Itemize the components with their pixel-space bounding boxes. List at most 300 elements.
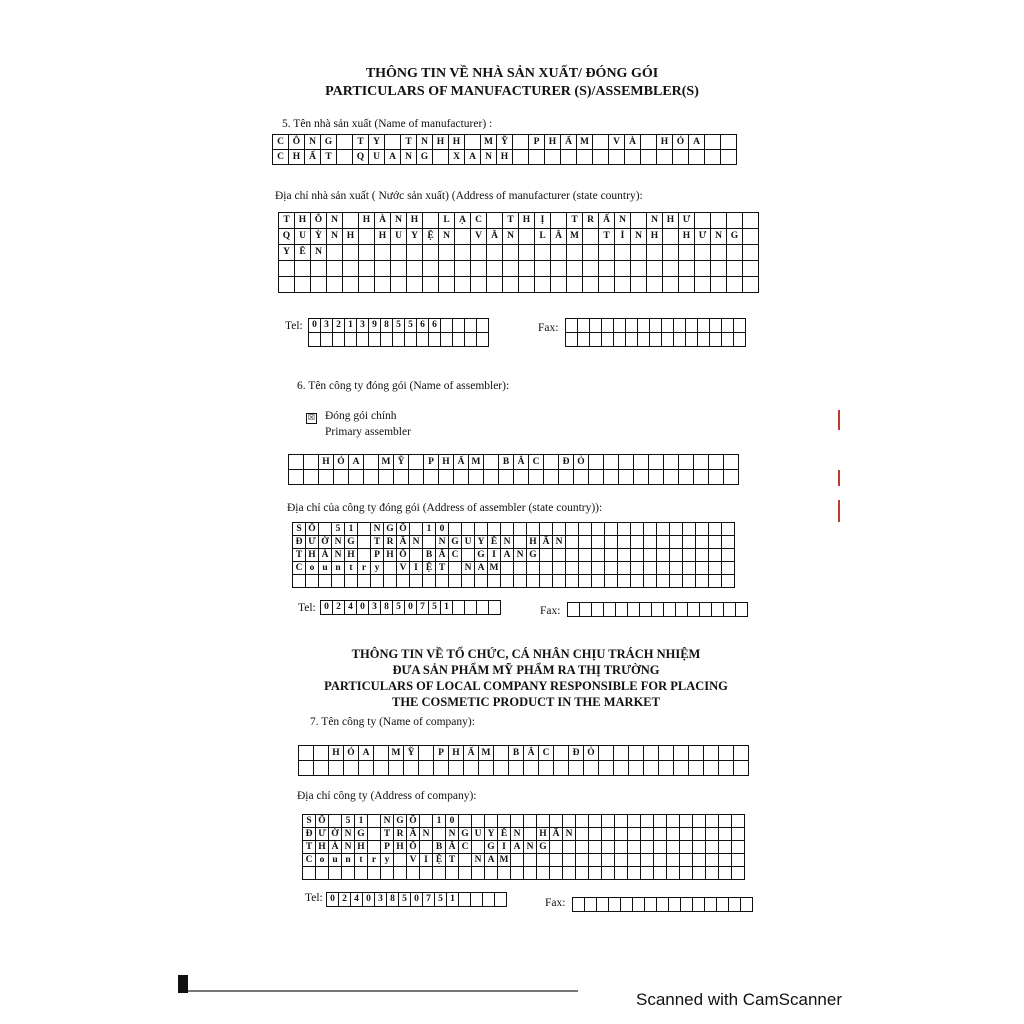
grid-cell[interactable]: T [503,213,519,229]
grid-cell[interactable] [311,277,327,293]
grid-cell[interactable] [585,898,597,912]
grid-cell[interactable] [618,523,631,536]
grid-cell[interactable]: U [462,536,475,549]
grid-cell[interactable] [375,245,391,261]
grid-cell[interactable]: Q [353,150,369,165]
grid-cell[interactable] [638,333,650,347]
grid-cell[interactable]: H [433,135,449,150]
grid-cell[interactable]: 0 [309,319,321,333]
grid-cell[interactable]: n [332,562,345,575]
grid-cell[interactable]: G [527,549,540,562]
grid-cell[interactable] [545,150,561,165]
grid-cell[interactable]: 5 [342,815,355,828]
grid-cell[interactable] [566,562,579,575]
grid-cell[interactable] [540,575,553,588]
grid-cell[interactable]: M [577,135,593,150]
grid-cell[interactable]: G [537,841,550,854]
grid-cell[interactable]: P [371,549,384,562]
grid-cell[interactable]: M [469,455,484,470]
grid-cell[interactable] [374,746,389,761]
grid-cell[interactable]: N [401,150,417,165]
grid-cell[interactable]: A [475,562,488,575]
grid-cell[interactable]: R [583,213,599,229]
grid-cell[interactable]: Đ [559,455,574,470]
grid-cell[interactable] [563,867,576,880]
grid-cell[interactable]: N [439,229,455,245]
grid-cell[interactable] [590,333,602,347]
grid-cell[interactable] [602,854,615,867]
grid-cell[interactable] [719,815,732,828]
grid-cell[interactable] [540,523,553,536]
grid-cell[interactable]: t [345,562,358,575]
grid-cell[interactable]: P [424,455,439,470]
grid-cell[interactable] [420,841,433,854]
grid-cell[interactable] [417,333,429,347]
grid-cell[interactable] [664,470,679,485]
grid-cell[interactable] [711,261,727,277]
grid-cell[interactable] [459,867,472,880]
grid-cell[interactable] [732,841,745,854]
grid-cell[interactable] [614,761,629,776]
grid-cell[interactable] [295,277,311,293]
grid-cell[interactable]: Ă [487,229,503,245]
grid-cell[interactable] [364,455,379,470]
grid-cell[interactable] [499,470,514,485]
grid-cell[interactable]: Ắ [446,841,459,854]
grid-cell[interactable] [316,867,329,880]
grid-cell[interactable]: 5 [393,319,405,333]
grid-cell[interactable] [563,854,576,867]
grid-cell[interactable]: T [303,841,316,854]
grid-cell[interactable] [680,828,693,841]
grid-cell[interactable] [727,277,743,293]
grid-cell[interactable] [704,746,719,761]
grid-cell[interactable] [593,150,609,165]
grid-cell[interactable]: H [359,213,375,229]
grid-cell[interactable]: Õ [397,523,410,536]
grid-cell[interactable] [433,828,446,841]
grid-cell[interactable] [654,841,667,854]
grid-cell[interactable] [554,761,569,776]
grid-cell[interactable] [634,470,649,485]
grid-cell[interactable] [683,575,696,588]
grid-cell[interactable] [719,841,732,854]
grid-cell[interactable]: B [433,841,446,854]
grid-cell[interactable]: A [349,455,364,470]
grid-cell[interactable]: H [316,841,329,854]
grid-cell[interactable] [471,277,487,293]
grid-cell[interactable] [698,333,710,347]
grid-cell[interactable] [649,455,664,470]
grid-cell[interactable]: Y [279,245,295,261]
grid-cell[interactable] [631,562,644,575]
grid-cell[interactable] [566,319,578,333]
grid-cell[interactable]: y [371,562,384,575]
grid-cell[interactable] [683,549,696,562]
grid-cell[interactable]: H [384,549,397,562]
grid-cell[interactable] [663,261,679,277]
grid-cell[interactable]: Ỹ [404,746,419,761]
grid-cell[interactable] [519,277,535,293]
grid-cell[interactable] [449,761,464,776]
grid-cell[interactable] [663,229,679,245]
grid-cell[interactable] [670,549,683,562]
grid-cell[interactable]: 1 [423,523,436,536]
grid-cell[interactable] [705,135,721,150]
grid-cell[interactable] [722,549,735,562]
grid-cell[interactable] [641,854,654,867]
grid-cell[interactable]: Ê [498,828,511,841]
grid-cell[interactable] [644,746,659,761]
grid-cell[interactable]: 3 [375,893,387,907]
grid-cell[interactable] [434,761,449,776]
grid-cell[interactable]: Ỳ [311,229,327,245]
grid-cell[interactable]: G [394,815,407,828]
grid-cell[interactable]: M [481,135,497,150]
grid-cell[interactable] [576,867,589,880]
grid-cell[interactable] [483,893,495,907]
grid-cell[interactable] [743,229,759,245]
grid-cell[interactable] [667,854,680,867]
grid-cell[interactable] [358,575,371,588]
grid-cell[interactable] [441,333,453,347]
grid-cell[interactable] [477,319,489,333]
grid-cell[interactable] [602,333,614,347]
grid-cell[interactable] [644,761,659,776]
grid-cell[interactable] [719,867,732,880]
grid-cell[interactable]: X [449,150,465,165]
grid-cell[interactable]: H [306,549,319,562]
grid-cell[interactable]: N [524,841,537,854]
grid-cell[interactable]: 8 [381,601,393,615]
grid-cell[interactable]: Y [369,135,385,150]
grid-cell[interactable]: Ã [540,536,553,549]
grid-cell[interactable] [344,761,359,776]
grid-cell[interactable]: 3 [321,319,333,333]
grid-cell[interactable] [462,575,475,588]
grid-cell[interactable] [599,277,615,293]
grid-cell[interactable] [709,562,722,575]
grid-cell[interactable]: N [615,213,631,229]
grid-cell[interactable] [724,470,739,485]
grid-cell[interactable]: y [381,854,394,867]
grid-cell[interactable] [712,603,724,617]
grid-cell[interactable] [657,150,673,165]
grid-cell[interactable] [371,575,384,588]
grid-cell[interactable]: V [397,562,410,575]
grid-cell[interactable] [554,746,569,761]
grid-cell[interactable] [514,523,527,536]
grid-cell[interactable] [614,333,626,347]
grid-cell[interactable] [696,575,709,588]
grid-cell[interactable] [329,867,342,880]
grid-cell[interactable] [462,523,475,536]
grid-cell[interactable] [459,815,472,828]
grid-cell[interactable] [477,601,489,615]
grid-cell[interactable]: H [375,229,391,245]
grid-cell[interactable]: I [488,549,501,562]
grid-cell[interactable] [719,854,732,867]
grid-cell[interactable] [590,319,602,333]
grid-cell[interactable]: H [545,135,561,150]
grid-cell[interactable] [604,603,616,617]
grid-cell[interactable] [511,815,524,828]
grid-cell[interactable]: Ấ [305,150,321,165]
grid-cell[interactable] [631,277,647,293]
grid-cell[interactable] [579,523,592,536]
grid-cell[interactable]: N [514,549,527,562]
grid-cell[interactable]: N [332,549,345,562]
grid-cell[interactable] [662,333,674,347]
grid-cell[interactable] [397,575,410,588]
grid-cell[interactable]: N [631,229,647,245]
grid-cell[interactable] [369,333,381,347]
grid-cell[interactable]: A [501,549,514,562]
grid-cell[interactable]: Ư [306,536,319,549]
grid-cell[interactable] [694,455,709,470]
grid-cell[interactable] [631,549,644,562]
grid-cell[interactable]: T [353,135,369,150]
grid-cell[interactable] [420,867,433,880]
grid-cell[interactable] [511,867,524,880]
grid-cell[interactable] [559,470,574,485]
grid-cell[interactable] [553,523,566,536]
grid-cell[interactable] [465,135,481,150]
grid-cell[interactable] [741,898,753,912]
grid-cell[interactable] [550,867,563,880]
grid-cell[interactable]: r [358,562,371,575]
grid-cell[interactable]: 0 [363,893,375,907]
grid-cell[interactable]: Ỹ [497,135,513,150]
grid-cell[interactable] [569,761,584,776]
grid-cell[interactable] [540,549,553,562]
grid-cell[interactable] [553,575,566,588]
grid-cell[interactable]: 1 [355,815,368,828]
grid-cell[interactable] [662,319,674,333]
grid-cell[interactable] [579,549,592,562]
grid-cell[interactable]: 5 [332,523,345,536]
grid-cell[interactable] [566,575,579,588]
grid-cell[interactable] [566,523,579,536]
grid-cell[interactable]: Ư [679,213,695,229]
grid-cell[interactable] [605,523,618,536]
grid-cell[interactable] [309,333,321,347]
grid-cell[interactable] [449,575,462,588]
grid-cell[interactable] [441,319,453,333]
grid-cell[interactable]: I [410,562,423,575]
grid-cell[interactable] [471,245,487,261]
grid-cell[interactable] [631,213,647,229]
grid-cell[interactable]: 1 [447,893,459,907]
grid-cell[interactable] [724,603,736,617]
grid-cell[interactable]: Ắ [524,746,539,761]
grid-cell[interactable] [433,867,446,880]
grid-cell[interactable] [599,245,615,261]
grid-cell[interactable]: H [289,150,305,165]
grid-cell[interactable] [488,523,501,536]
grid-cell[interactable] [535,245,551,261]
grid-cell[interactable] [550,815,563,828]
grid-cell[interactable] [722,523,735,536]
grid-cell[interactable] [650,319,662,333]
grid-cell[interactable] [626,333,638,347]
grid-cell[interactable] [449,523,462,536]
grid-cell[interactable] [455,245,471,261]
grid-cell[interactable] [629,746,644,761]
grid-cell[interactable]: A [359,746,374,761]
grid-cell[interactable] [488,575,501,588]
grid-cell[interactable]: N [342,841,355,854]
grid-cell[interactable] [592,562,605,575]
grid-cell[interactable] [423,213,439,229]
grid-cell[interactable]: 8 [381,319,393,333]
grid-cell[interactable]: G [475,549,488,562]
grid-cell[interactable] [279,261,295,277]
grid-cell[interactable] [357,333,369,347]
grid-cell[interactable]: 4 [345,601,357,615]
grid-cell[interactable] [469,470,484,485]
grid-cell[interactable] [743,261,759,277]
grid-cell[interactable] [511,854,524,867]
grid-cell[interactable] [573,898,585,912]
grid-cell[interactable] [563,815,576,828]
grid-cell[interactable] [304,470,319,485]
grid-cell[interactable]: L [535,229,551,245]
grid-cell[interactable] [368,828,381,841]
grid-cell[interactable]: À [319,549,332,562]
grid-cell[interactable] [615,841,628,854]
grid-cell[interactable] [404,761,419,776]
grid-cell[interactable] [537,867,550,880]
grid-cell[interactable] [524,854,537,867]
grid-cell[interactable]: Ỏ [574,455,589,470]
grid-cell[interactable] [471,261,487,277]
grid-cell[interactable] [439,277,455,293]
grid-cell[interactable] [631,575,644,588]
grid-cell[interactable]: Ô [311,213,327,229]
grid-cell[interactable] [358,523,371,536]
grid-cell[interactable]: Ỏ [584,746,599,761]
grid-cell[interactable] [484,455,499,470]
grid-cell[interactable]: H [657,135,673,150]
grid-cell[interactable] [368,867,381,880]
grid-cell[interactable] [465,601,477,615]
grid-cell[interactable] [394,470,409,485]
grid-cell[interactable]: U [472,828,485,841]
grid-cell[interactable] [722,319,734,333]
grid-cell[interactable] [680,815,693,828]
grid-cell[interactable] [419,761,434,776]
grid-cell[interactable] [394,854,407,867]
grid-cell[interactable] [663,277,679,293]
grid-cell[interactable]: T [567,213,583,229]
grid-cell[interactable]: A [485,854,498,867]
grid-cell[interactable] [686,319,698,333]
grid-cell[interactable] [368,841,381,854]
grid-cell[interactable] [314,761,329,776]
grid-cell[interactable]: N [647,213,663,229]
grid-cell[interactable] [583,277,599,293]
grid-cell[interactable] [680,854,693,867]
grid-cell[interactable] [674,319,686,333]
grid-cell[interactable] [424,470,439,485]
grid-cell[interactable] [489,601,501,615]
grid-cell[interactable] [674,761,689,776]
grid-cell[interactable] [381,867,394,880]
grid-cell[interactable] [722,333,734,347]
grid-cell[interactable] [407,867,420,880]
grid-cell[interactable] [659,761,674,776]
grid-cell[interactable]: 1 [441,601,453,615]
grid-cell[interactable] [453,333,465,347]
grid-cell[interactable]: M [567,229,583,245]
grid-cell[interactable]: Ố [316,815,329,828]
grid-cell[interactable] [706,815,719,828]
grid-cell[interactable] [694,470,709,485]
grid-cell[interactable] [583,229,599,245]
grid-cell[interactable] [391,261,407,277]
grid-cell[interactable]: 2 [333,601,345,615]
grid-cell[interactable] [487,277,503,293]
grid-cell[interactable] [654,815,667,828]
grid-cell[interactable] [319,470,334,485]
grid-cell[interactable]: Ô [289,135,305,150]
grid-cell[interactable] [472,867,485,880]
grid-cell[interactable]: N [511,828,524,841]
grid-cell[interactable] [628,854,641,867]
grid-cell[interactable] [727,213,743,229]
grid-cell[interactable]: P [381,841,394,854]
grid-cell[interactable]: I [420,854,433,867]
grid-cell[interactable] [567,245,583,261]
grid-cell[interactable] [589,841,602,854]
grid-cell[interactable] [423,245,439,261]
grid-cell[interactable]: H [439,455,454,470]
grid-cell[interactable] [592,603,604,617]
grid-cell[interactable]: N [472,854,485,867]
grid-cell[interactable] [329,761,344,776]
grid-cell[interactable] [295,261,311,277]
grid-cell[interactable] [619,455,634,470]
grid-cell[interactable] [501,575,514,588]
grid-cell[interactable]: N [503,229,519,245]
grid-cell[interactable]: H [449,746,464,761]
grid-cell[interactable] [628,815,641,828]
grid-cell[interactable] [503,245,519,261]
grid-cell[interactable] [647,245,663,261]
grid-cell[interactable]: S [303,815,316,828]
grid-cell[interactable]: 6 [417,319,429,333]
grid-cell[interactable] [711,245,727,261]
grid-cell[interactable]: 1 [433,815,446,828]
grid-cell[interactable] [566,549,579,562]
grid-cell[interactable] [475,575,488,588]
grid-cell[interactable] [640,603,652,617]
grid-cell[interactable] [618,575,631,588]
grid-cell[interactable] [599,761,614,776]
grid-cell[interactable] [494,761,509,776]
grid-cell[interactable] [619,470,634,485]
grid-cell[interactable]: N [711,229,727,245]
grid-cell[interactable] [487,213,503,229]
grid-cell[interactable]: Ỹ [394,455,409,470]
grid-cell[interactable]: H [647,229,663,245]
grid-cell[interactable] [654,854,667,867]
grid-cell[interactable] [654,828,667,841]
grid-cell[interactable] [429,333,441,347]
grid-cell[interactable] [732,854,745,867]
grid-cell[interactable]: C [459,841,472,854]
